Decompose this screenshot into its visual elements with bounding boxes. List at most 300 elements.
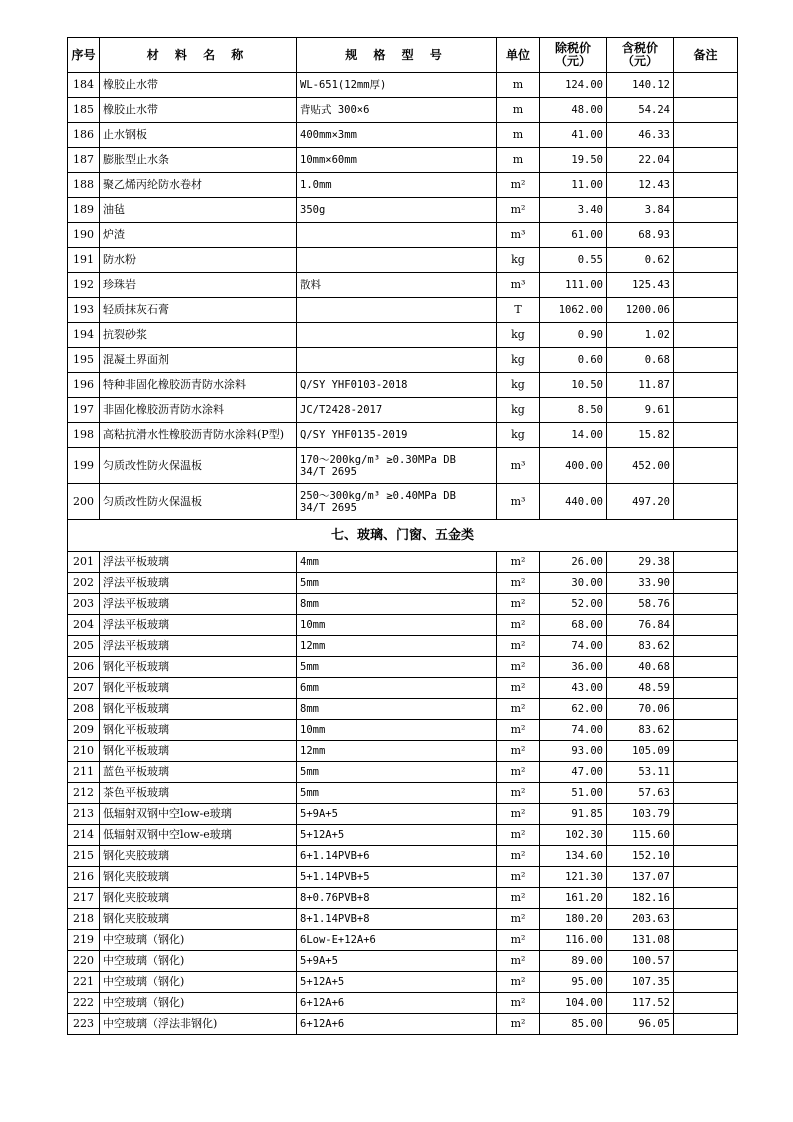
item-price-excl-tax: 111.00 [540, 273, 607, 298]
item-remark [674, 888, 738, 909]
item-unit: m [497, 98, 540, 123]
item-no: 197 [68, 398, 100, 423]
item-price-excl-tax: 30.00 [540, 573, 607, 594]
item-unit: m² [497, 573, 540, 594]
item-price-excl-tax: 8.50 [540, 398, 607, 423]
item-price-excl-tax: 180.20 [540, 909, 607, 930]
item-name: 非固化橡胶沥青防水涂料 [100, 398, 297, 423]
item-name: 钢化平板玻璃 [100, 699, 297, 720]
item-price-incl-tax: 29.38 [607, 552, 674, 573]
item-remark [674, 636, 738, 657]
item-price-incl-tax: 12.43 [607, 173, 674, 198]
item-no: 187 [68, 148, 100, 173]
item-name: 浮法平板玻璃 [100, 636, 297, 657]
item-spec: Q/SY YHF0135-2019 [297, 423, 497, 448]
table-row [68, 888, 738, 909]
item-unit: m² [497, 783, 540, 804]
item-price-excl-tax: 95.00 [540, 972, 607, 993]
item-name: 钢化夹胶玻璃 [100, 888, 297, 909]
item-price-excl-tax: 0.90 [540, 323, 607, 348]
item-price-incl-tax: 203.63 [607, 909, 674, 930]
item-spec: 5mm [297, 573, 497, 594]
item-unit: m [497, 148, 540, 173]
header-name: 材 料 名 称 [100, 38, 297, 73]
item-no: 208 [68, 699, 100, 720]
item-remark [674, 804, 738, 825]
item-remark [674, 993, 738, 1014]
item-price-incl-tax: 22.04 [607, 148, 674, 173]
item-price-incl-tax: 0.62 [607, 248, 674, 273]
item-price-incl-tax: 182.16 [607, 888, 674, 909]
table-row [68, 173, 738, 198]
item-unit: m² [497, 699, 540, 720]
item-unit: m² [497, 594, 540, 615]
table-row [68, 972, 738, 993]
item-price-excl-tax: 1062.00 [540, 298, 607, 323]
item-spec [297, 298, 497, 323]
table-row [68, 741, 738, 762]
item-no: 220 [68, 951, 100, 972]
item-remark [674, 423, 738, 448]
item-unit: m² [497, 657, 540, 678]
table-row [68, 198, 738, 223]
item-price-incl-tax: 40.68 [607, 657, 674, 678]
item-spec: 5+9A+5 [297, 804, 497, 825]
item-no: 193 [68, 298, 100, 323]
item-price-incl-tax: 68.93 [607, 223, 674, 248]
item-spec: 12mm [297, 636, 497, 657]
item-price-incl-tax: 0.68 [607, 348, 674, 373]
item-price-excl-tax: 121.30 [540, 867, 607, 888]
item-name: 蓝色平板玻璃 [100, 762, 297, 783]
item-remark [674, 552, 738, 573]
item-price-incl-tax: 1200.06 [607, 298, 674, 323]
item-price-excl-tax: 134.60 [540, 846, 607, 867]
item-price-incl-tax: 131.08 [607, 930, 674, 951]
item-price-excl-tax: 0.55 [540, 248, 607, 273]
item-price-excl-tax: 124.00 [540, 73, 607, 98]
table-row [68, 678, 738, 699]
item-name: 珍珠岩 [100, 273, 297, 298]
item-remark [674, 783, 738, 804]
item-name: 浮法平板玻璃 [100, 615, 297, 636]
item-no: 213 [68, 804, 100, 825]
header-spec: 规 格 型 号 [297, 38, 497, 73]
item-name: 橡胶止水带 [100, 73, 297, 98]
item-no: 210 [68, 741, 100, 762]
item-no: 211 [68, 762, 100, 783]
item-price-excl-tax: 3.40 [540, 198, 607, 223]
item-name: 特种非固化橡胶沥青防水涂料 [100, 373, 297, 398]
item-remark [674, 248, 738, 273]
table-row [68, 909, 738, 930]
item-name: 低辐射双钢中空low-e玻璃 [100, 804, 297, 825]
item-price-excl-tax: 89.00 [540, 951, 607, 972]
item-no: 198 [68, 423, 100, 448]
item-unit: kg [497, 373, 540, 398]
table-row [68, 552, 738, 573]
item-name: 钢化平板玻璃 [100, 741, 297, 762]
item-remark [674, 123, 738, 148]
item-unit: m² [497, 951, 540, 972]
item-remark [674, 741, 738, 762]
item-unit: m³ [497, 448, 540, 484]
item-no: 199 [68, 448, 100, 484]
item-name: 浮法平板玻璃 [100, 594, 297, 615]
item-unit: kg [497, 398, 540, 423]
item-unit: m² [497, 636, 540, 657]
item-remark [674, 373, 738, 398]
item-unit: m² [497, 720, 540, 741]
item-unit: kg [497, 348, 540, 373]
item-unit: m² [497, 993, 540, 1014]
item-spec [297, 348, 497, 373]
item-price-incl-tax: 57.63 [607, 783, 674, 804]
item-remark [674, 273, 738, 298]
item-price-incl-tax: 33.90 [607, 573, 674, 594]
table-row [68, 248, 738, 273]
item-name: 抗裂砂浆 [100, 323, 297, 348]
item-name: 钢化夹胶玻璃 [100, 909, 297, 930]
item-unit: m² [497, 552, 540, 573]
item-no: 205 [68, 636, 100, 657]
item-price-incl-tax: 15.82 [607, 423, 674, 448]
item-price-excl-tax: 440.00 [540, 484, 607, 520]
item-name: 浮法平板玻璃 [100, 573, 297, 594]
item-price-excl-tax: 41.00 [540, 123, 607, 148]
table-row [68, 323, 738, 348]
item-spec: 8mm [297, 699, 497, 720]
item-name: 油毡 [100, 198, 297, 223]
item-price-excl-tax: 91.85 [540, 804, 607, 825]
item-spec: 8+0.76PVB+8 [297, 888, 497, 909]
table-row [68, 223, 738, 248]
item-spec: JC/T2428-2017 [297, 398, 497, 423]
item-price-excl-tax: 93.00 [540, 741, 607, 762]
item-name: 中空玻璃（钢化) [100, 930, 297, 951]
item-no: 201 [68, 552, 100, 573]
item-remark [674, 573, 738, 594]
item-name: 高粘抗滑水性橡胶沥青防水涂料(P型) [100, 423, 297, 448]
item-price-incl-tax: 103.79 [607, 804, 674, 825]
item-price-incl-tax: 46.33 [607, 123, 674, 148]
item-spec: 1.0mm [297, 173, 497, 198]
table-row [68, 148, 738, 173]
item-spec: 8mm [297, 594, 497, 615]
item-no: 223 [68, 1014, 100, 1035]
item-unit: m² [497, 741, 540, 762]
item-price-incl-tax: 100.57 [607, 951, 674, 972]
header-price-incl-tax: 含税价 （元） [607, 38, 674, 73]
item-remark [674, 594, 738, 615]
table-row [68, 867, 738, 888]
item-unit: m² [497, 888, 540, 909]
item-remark [674, 298, 738, 323]
section-row [68, 520, 738, 552]
item-price-incl-tax: 152.10 [607, 846, 674, 867]
table-row [68, 825, 738, 846]
item-spec: 8+1.14PVB+8 [297, 909, 497, 930]
item-remark [674, 699, 738, 720]
header-no: 序号 [68, 38, 100, 73]
item-spec: 6+12A+6 [297, 1014, 497, 1035]
item-name: 钢化夹胶玻璃 [100, 846, 297, 867]
item-unit: m² [497, 972, 540, 993]
item-no: 190 [68, 223, 100, 248]
item-unit: m² [497, 846, 540, 867]
table-row [68, 699, 738, 720]
item-no: 217 [68, 888, 100, 909]
item-price-incl-tax: 117.52 [607, 993, 674, 1014]
item-name: 防水粉 [100, 248, 297, 273]
item-spec: 5+9A+5 [297, 951, 497, 972]
item-spec [297, 223, 497, 248]
item-price-incl-tax: 105.09 [607, 741, 674, 762]
item-remark [674, 762, 738, 783]
item-remark [674, 972, 738, 993]
item-price-incl-tax: 137.07 [607, 867, 674, 888]
item-price-incl-tax: 96.05 [607, 1014, 674, 1035]
item-no: 221 [68, 972, 100, 993]
item-price-excl-tax: 102.30 [540, 825, 607, 846]
item-price-incl-tax: 76.84 [607, 615, 674, 636]
section-title: 七、玻璃、门窗、五金类 [68, 520, 738, 552]
table-row [68, 484, 738, 520]
item-name: 钢化夹胶玻璃 [100, 867, 297, 888]
item-name: 橡胶止水带 [100, 98, 297, 123]
table-row [68, 993, 738, 1014]
table-row [68, 720, 738, 741]
item-remark [674, 867, 738, 888]
item-name: 止水钢板 [100, 123, 297, 148]
item-unit: m² [497, 867, 540, 888]
item-name: 中空玻璃（浮法非钢化) [100, 1014, 297, 1035]
table-row [68, 423, 738, 448]
item-no: 188 [68, 173, 100, 198]
item-price-excl-tax: 85.00 [540, 1014, 607, 1035]
item-name: 炉渣 [100, 223, 297, 248]
header-remark: 备注 [674, 38, 738, 73]
item-no: 192 [68, 273, 100, 298]
item-unit: m² [497, 173, 540, 198]
item-price-excl-tax: 161.20 [540, 888, 607, 909]
item-unit: m² [497, 615, 540, 636]
item-spec: 6mm [297, 678, 497, 699]
item-remark [674, 930, 738, 951]
item-unit: m² [497, 930, 540, 951]
price-table [67, 37, 738, 1035]
item-price-incl-tax: 115.60 [607, 825, 674, 846]
item-unit: m³ [497, 273, 540, 298]
item-remark [674, 909, 738, 930]
item-spec: 12mm [297, 741, 497, 762]
item-name: 匀质改性防火保温板 [100, 448, 297, 484]
item-remark [674, 398, 738, 423]
table-row [68, 1014, 738, 1035]
item-no: 202 [68, 573, 100, 594]
table-header-row [68, 38, 738, 73]
item-unit: m² [497, 1014, 540, 1035]
item-unit: m³ [497, 484, 540, 520]
item-spec: Q/SY YHF0103-2018 [297, 373, 497, 398]
item-remark [674, 720, 738, 741]
item-remark [674, 615, 738, 636]
item-price-incl-tax: 83.62 [607, 720, 674, 741]
table-body-waterproofing [68, 73, 738, 448]
item-price-excl-tax: 51.00 [540, 783, 607, 804]
item-price-excl-tax: 52.00 [540, 594, 607, 615]
item-no: 215 [68, 846, 100, 867]
item-remark [674, 73, 738, 98]
item-spec: 6+1.14PVB+6 [297, 846, 497, 867]
item-unit: kg [497, 323, 540, 348]
item-spec: 10mm [297, 615, 497, 636]
item-spec: 10mm [297, 720, 497, 741]
table-row [68, 846, 738, 867]
table-row [68, 98, 738, 123]
item-name: 混凝土界面剂 [100, 348, 297, 373]
item-price-excl-tax: 74.00 [540, 720, 607, 741]
item-price-incl-tax: 125.43 [607, 273, 674, 298]
item-no: 222 [68, 993, 100, 1014]
header-price-excl-tax: 除税价 （元） [540, 38, 607, 73]
item-name: 钢化平板玻璃 [100, 678, 297, 699]
item-spec: 5+12A+5 [297, 972, 497, 993]
item-price-excl-tax: 19.50 [540, 148, 607, 173]
item-no: 203 [68, 594, 100, 615]
item-name: 浮法平板玻璃 [100, 552, 297, 573]
item-remark [674, 951, 738, 972]
item-price-incl-tax: 53.11 [607, 762, 674, 783]
item-price-incl-tax: 11.87 [607, 373, 674, 398]
item-unit: m² [497, 804, 540, 825]
item-no: 185 [68, 98, 100, 123]
item-remark [674, 148, 738, 173]
item-spec: 5+1.14PVB+5 [297, 867, 497, 888]
item-price-incl-tax: 83.62 [607, 636, 674, 657]
item-no: 214 [68, 825, 100, 846]
item-price-incl-tax: 9.61 [607, 398, 674, 423]
item-price-incl-tax: 3.84 [607, 198, 674, 223]
table-row [68, 448, 738, 484]
item-name: 匀质改性防火保温板 [100, 484, 297, 520]
item-price-incl-tax: 54.24 [607, 98, 674, 123]
item-spec [297, 248, 497, 273]
item-name: 聚乙烯丙纶防水卷材 [100, 173, 297, 198]
item-price-excl-tax: 400.00 [540, 448, 607, 484]
item-remark [674, 323, 738, 348]
item-spec: 散料 [297, 273, 497, 298]
item-no: 216 [68, 867, 100, 888]
item-remark [674, 348, 738, 373]
item-name: 中空玻璃（钢化) [100, 951, 297, 972]
item-remark [674, 223, 738, 248]
item-no: 189 [68, 198, 100, 223]
item-spec: 6+12A+6 [297, 993, 497, 1014]
item-remark [674, 657, 738, 678]
table-row [68, 657, 738, 678]
item-price-excl-tax: 36.00 [540, 657, 607, 678]
item-price-excl-tax: 43.00 [540, 678, 607, 699]
item-unit: m [497, 123, 540, 148]
item-spec: 10mm×60mm [297, 148, 497, 173]
item-unit: m² [497, 909, 540, 930]
table-body-insulation [68, 448, 738, 520]
item-remark [674, 484, 738, 520]
item-unit: m² [497, 678, 540, 699]
item-no: 191 [68, 248, 100, 273]
item-spec: 5+12A+5 [297, 825, 497, 846]
item-remark [674, 1014, 738, 1035]
item-spec: 170～200kg/m³ ≥0.30MPa DB 34/T 2695 [297, 448, 497, 484]
table-row [68, 273, 738, 298]
item-no: 219 [68, 930, 100, 951]
item-spec: 4mm [297, 552, 497, 573]
table-body-glass [68, 552, 738, 1035]
table-row [68, 373, 738, 398]
item-spec: 250～300kg/m³ ≥0.40MPa DB 34/T 2695 [297, 484, 497, 520]
item-price-excl-tax: 68.00 [540, 615, 607, 636]
item-price-excl-tax: 10.50 [540, 373, 607, 398]
item-price-incl-tax: 107.35 [607, 972, 674, 993]
table-row [68, 762, 738, 783]
item-no: 184 [68, 73, 100, 98]
table-row [68, 951, 738, 972]
item-unit: m² [497, 762, 540, 783]
item-remark [674, 825, 738, 846]
item-remark [674, 846, 738, 867]
item-spec: 5mm [297, 783, 497, 804]
item-unit: T [497, 298, 540, 323]
table-row [68, 123, 738, 148]
item-name: 膨胀型止水条 [100, 148, 297, 173]
item-price-incl-tax: 452.00 [607, 448, 674, 484]
item-name: 茶色平板玻璃 [100, 783, 297, 804]
item-name: 中空玻璃（钢化) [100, 993, 297, 1014]
item-remark [674, 173, 738, 198]
item-no: 196 [68, 373, 100, 398]
item-price-incl-tax: 140.12 [607, 73, 674, 98]
item-price-excl-tax: 0.60 [540, 348, 607, 373]
item-no: 194 [68, 323, 100, 348]
item-spec: 5mm [297, 657, 497, 678]
table-row [68, 73, 738, 98]
item-price-incl-tax: 1.02 [607, 323, 674, 348]
item-remark [674, 198, 738, 223]
item-price-incl-tax: 58.76 [607, 594, 674, 615]
item-unit: m² [497, 198, 540, 223]
item-price-excl-tax: 61.00 [540, 223, 607, 248]
item-unit: m² [497, 825, 540, 846]
table-row [68, 298, 738, 323]
item-name: 中空玻璃（钢化) [100, 972, 297, 993]
item-remark [674, 448, 738, 484]
item-no: 206 [68, 657, 100, 678]
table-row [68, 348, 738, 373]
item-price-excl-tax: 62.00 [540, 699, 607, 720]
item-spec: WL-651(12mm厚) [297, 73, 497, 98]
item-price-excl-tax: 47.00 [540, 762, 607, 783]
item-no: 204 [68, 615, 100, 636]
item-spec: 6Low-E+12A+6 [297, 930, 497, 951]
item-remark [674, 98, 738, 123]
table-row [68, 573, 738, 594]
item-price-excl-tax: 116.00 [540, 930, 607, 951]
item-price-excl-tax: 11.00 [540, 173, 607, 198]
item-spec: 400mm×3mm [297, 123, 497, 148]
item-price-incl-tax: 48.59 [607, 678, 674, 699]
header-unit: 单位 [497, 38, 540, 73]
